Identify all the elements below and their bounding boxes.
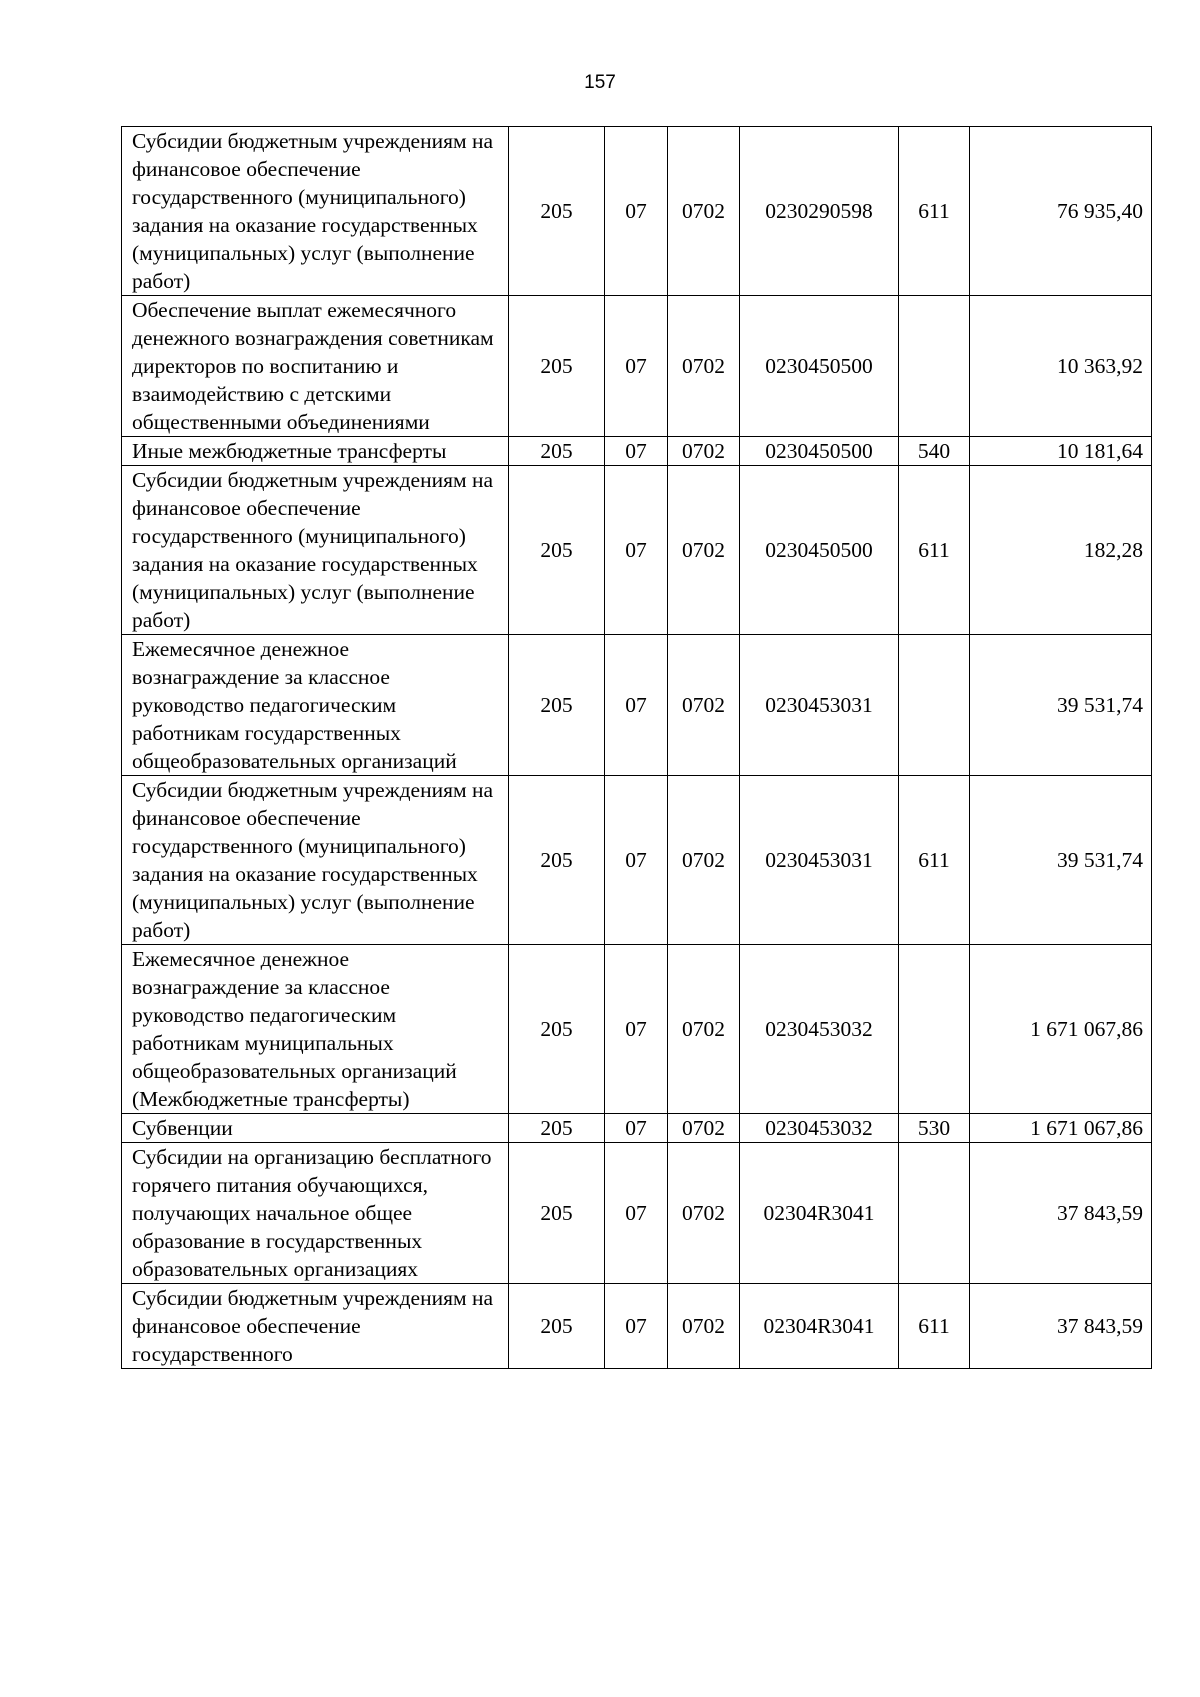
- row-grbs: 205: [509, 945, 605, 1114]
- row-grbs: 205: [509, 127, 605, 296]
- row-expense-type: [899, 635, 970, 776]
- table-row: [122, 776, 1152, 945]
- row-sum: 39 531,74: [970, 635, 1152, 776]
- row-section: 07: [605, 1143, 668, 1284]
- row-sum: 37 843,59: [970, 1143, 1152, 1284]
- row-name: Субсидии бюджетным учреждениям на финансовое обеспечение государственного: [122, 1284, 509, 1369]
- row-section: 07: [605, 296, 668, 437]
- row-grbs: 205: [509, 1143, 605, 1284]
- row-target-article: 0230453031: [740, 635, 899, 776]
- table-row: [122, 945, 1152, 1114]
- row-section: 07: [605, 1284, 668, 1369]
- row-subsection: 0702: [668, 1114, 740, 1143]
- row-expense-type: [899, 945, 970, 1114]
- row-sum: 182,28: [970, 466, 1152, 635]
- row-grbs: 205: [509, 437, 605, 466]
- row-grbs: 205: [509, 1114, 605, 1143]
- row-target-article: 0230453032: [740, 945, 899, 1114]
- row-expense-type: [899, 296, 970, 437]
- row-grbs: 205: [509, 466, 605, 635]
- row-target-article: 02304R3041: [740, 1284, 899, 1369]
- row-name: Иные межбюджетные трансферты: [122, 437, 509, 466]
- row-subsection: 0702: [668, 437, 740, 466]
- budget-table: [121, 126, 1152, 1369]
- row-name: Обеспечение выплат ежемесячного денежного вознаграждения советникам директоров по воспитанию и взаимодействию с детскими общественными объединениями: [122, 296, 509, 437]
- row-grbs: 205: [509, 635, 605, 776]
- table-row: [122, 1114, 1152, 1143]
- row-subsection: 0702: [668, 635, 740, 776]
- row-name: Субсидии на организацию бесплатного горячего питания обучающихся, получающих начальное общее образование в государственных образовательных организациях: [122, 1143, 509, 1284]
- row-section: 07: [605, 127, 668, 296]
- row-sum: 10 181,64: [970, 437, 1152, 466]
- row-subsection: 0702: [668, 945, 740, 1114]
- row-sum: 1 671 067,86: [970, 945, 1152, 1114]
- row-section: 07: [605, 1114, 668, 1143]
- row-name: Ежемесячное денежное вознаграждение за классное руководство педагогическим работникам муниципальных общеобразовательных организаций (Межбюджетные трансферты): [122, 945, 509, 1114]
- row-target-article: 0230450500: [740, 466, 899, 635]
- row-expense-type: [899, 1143, 970, 1284]
- row-name: Субсидии бюджетным учреждениям на финансовое обеспечение государственного (муниципального) задания на оказание государственных (муниципальных) услуг (выполнение работ): [122, 776, 509, 945]
- row-sum: 10 363,92: [970, 296, 1152, 437]
- row-section: 07: [605, 776, 668, 945]
- row-expense-type: 611: [899, 1284, 970, 1369]
- row-subsection: 0702: [668, 466, 740, 635]
- row-target-article: 0230453032: [740, 1114, 899, 1143]
- row-subsection: 0702: [668, 127, 740, 296]
- row-name: Субвенции: [122, 1114, 509, 1143]
- row-grbs: 205: [509, 776, 605, 945]
- table-row: [122, 1284, 1152, 1369]
- table-row: [122, 437, 1152, 466]
- row-expense-type: 611: [899, 127, 970, 296]
- row-sum: 39 531,74: [970, 776, 1152, 945]
- row-target-article: 0230450500: [740, 296, 899, 437]
- row-expense-type: 540: [899, 437, 970, 466]
- row-target-article: 0230290598: [740, 127, 899, 296]
- page-number: 157: [584, 72, 616, 93]
- table-row: [122, 1143, 1152, 1284]
- row-section: 07: [605, 945, 668, 1114]
- table-row: [122, 466, 1152, 635]
- row-target-article: 0230453031: [740, 776, 899, 945]
- row-section: 07: [605, 635, 668, 776]
- row-sum: 1 671 067,86: [970, 1114, 1152, 1143]
- row-subsection: 0702: [668, 776, 740, 945]
- row-subsection: 0702: [668, 1143, 740, 1284]
- row-target-article: 02304R3041: [740, 1143, 899, 1284]
- table-row: [122, 635, 1152, 776]
- row-sum: 37 843,59: [970, 1284, 1152, 1369]
- row-grbs: 205: [509, 1284, 605, 1369]
- row-subsection: 0702: [668, 296, 740, 437]
- row-grbs: 205: [509, 296, 605, 437]
- row-subsection: 0702: [668, 1284, 740, 1369]
- row-expense-type: 611: [899, 776, 970, 945]
- row-section: 07: [605, 437, 668, 466]
- table-row: [122, 296, 1152, 437]
- row-section: 07: [605, 466, 668, 635]
- row-expense-type: 530: [899, 1114, 970, 1143]
- row-expense-type: 611: [899, 466, 970, 635]
- row-name: Субсидии бюджетным учреждениям на финансовое обеспечение государственного (муниципального) задания на оказание государственных (муниципальных) услуг (выполнение работ): [122, 127, 509, 296]
- row-name: Ежемесячное денежное вознаграждение за классное руководство педагогическим работникам государственных общеобразовательных организаций: [122, 635, 509, 776]
- table-row: [122, 127, 1152, 296]
- row-target-article: 0230450500: [740, 437, 899, 466]
- row-name: Субсидии бюджетным учреждениям на финансовое обеспечение государственного (муниципального) задания на оказание государственных (муниципальных) услуг (выполнение работ): [122, 466, 509, 635]
- row-sum: 76 935,40: [970, 127, 1152, 296]
